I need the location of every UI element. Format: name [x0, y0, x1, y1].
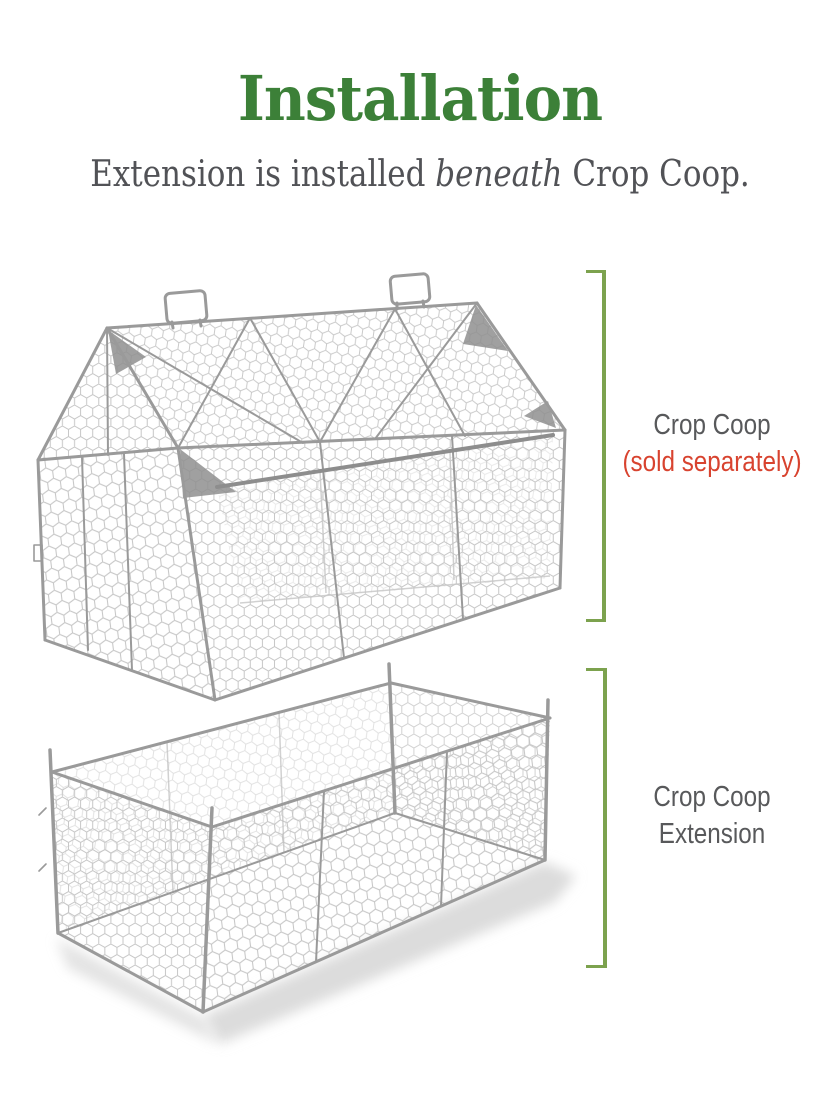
subtitle-emphasis: beneath	[435, 154, 563, 195]
extension-label-line2: Extension	[658, 818, 766, 850]
crop-coop-extension-illustration	[20, 650, 580, 1070]
crop-coop-illustration	[20, 258, 580, 703]
sold-separately-note: (sold separately)	[622, 446, 802, 478]
extension-label	[617, 779, 807, 853]
extension-label-line1: Crop Coop	[653, 781, 771, 813]
crop-coop-label-text: Crop Coop	[653, 409, 771, 441]
crop-coop-label	[617, 407, 807, 481]
page-title: Installation	[237, 62, 603, 135]
subtitle	[59, 154, 781, 195]
extension-bracket	[586, 668, 607, 968]
subtitle-post: Crop Coop.	[562, 154, 750, 195]
subtitle-pre: Extension is installed	[90, 154, 436, 195]
crop-coop-bracket	[586, 270, 606, 622]
